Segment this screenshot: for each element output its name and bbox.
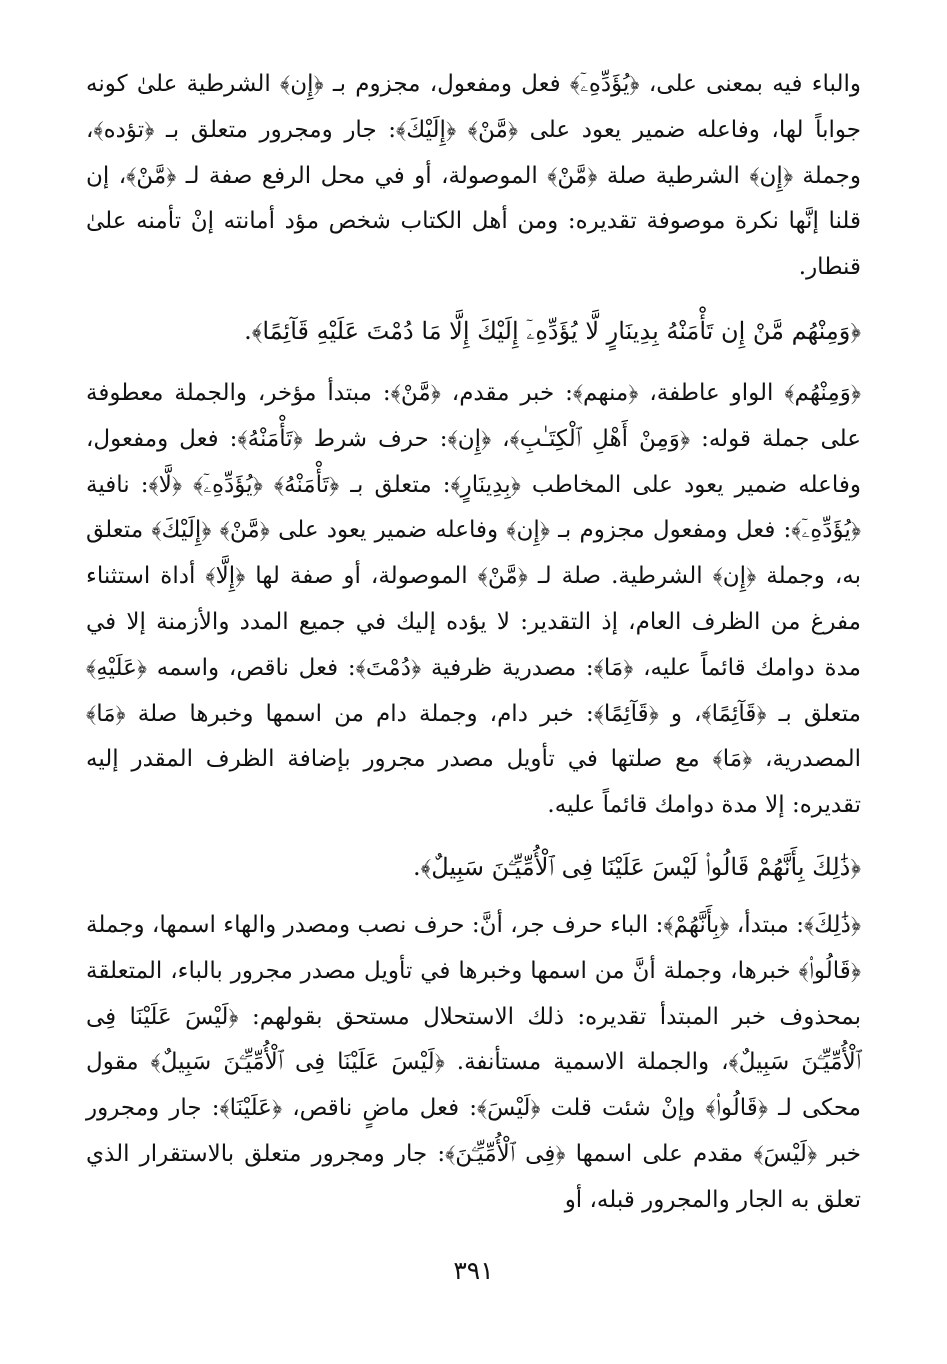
page-number: ٣٩١	[453, 1256, 494, 1285]
quran-verse-2: ﴿ذَٰلِكَ بِأَنَّهُمْ قَالُوا۟ لَيْسَ عَلَيْنَا فِى ٱلْأُمِّيِّـۧنَ سَبِيلٌ﴾.	[412, 852, 861, 881]
paragraph-2: ﴿وَمِنْهُم﴾ الواو عاطفة، ﴿منهم﴾: خبر مقدم، ﴿مَّنْ﴾: مبتدأ مؤخر، والجملة معطوفة على جملة قوله: ﴿وَمِنْ أَهْلِ ٱلْكِتَـٰبِ﴾، ﴿إِن﴾: حرف شرط ﴿تَأْمَنْهُ﴾: فعل ومفعول، وفاعله ضمير يعود على المخاطب ﴿بِدِينَارٍ﴾: متعلق بـ ﴿تَأْمَنْهُ﴾ ﴿يُؤَدِّهِۦٓ﴾ ﴿لَّا﴾: نافية ﴿يُؤَدِّهِۦٓ﴾: فعل ومفعول مجزوم بـ ﴿إِن﴾ وفاعله ضمير يعود على ﴿مَّنْ﴾ ﴿إِلَيْكَ﴾ متعلق به، وجملة ﴿إِن﴾ الشرطية. صلة لـ ﴿مَّنْ﴾ الموصولة، أو صفة لها ﴿إِلَّا﴾ أداة استثناء مفرغ من الظرف العام، إذ التقدير: لا يؤده إليك في جميع المدد والأزمنة إلا في مدة دوامك قائماً عليه، ﴿مَا﴾: مصدرية ظرفية ﴿دُمْتَ﴾: فعل ناقص، واسمه ﴿عَلَيْهِ﴾ متعلق بـ ﴿قَآئِمًا﴾، و ﴿قَآئِمًا﴾: خبر دام، وجملة دام من اسمها وخبرها صلة ﴿مَا﴾ المصدرية، ﴿مَا﴾ مع صلتها في تأويل مصدر مجرور بإضافة الظرف المقدر إليه تقديره: إلا مدة دوامك قائماً عليه.	[86, 379, 861, 819]
paragraph-3: ﴿ذَٰلِكَ﴾: مبتدأ، ﴿بِأَنَّهُمْ﴾: الباء حرف جر، أنَّ: حرف نصب ومصدر والهاء اسمها، وجملة ﴿قَالُوا۟﴾ خبرها، وجملة أنَّ من اسمها وخبرها في تأويل مصدر مجرور بالباء، المتعلقة بمحذوف خبر المبتدأ تقديره: ذلك الاستحلال مستحق بقولهم: ﴿لَيْسَ عَلَيْنَا فِى ٱلْأُمِّيِّـۧنَ سَبِيلٌ﴾، والجملة الاسمية مستأنفة. ﴿لَيْسَ عَلَيْنَا فِى ٱلْأُمِّيِّـۧنَ سَبِيلٌ﴾ مقول محكى لـ ﴿قَالُوا۟﴾ وإنْ شئت قلت ﴿لَيْسَ﴾: فعل ماضٍ ناقص، ﴿عَلَيْنَا﴾: جار ومجرور خبر ﴿لَيْسَ﴾ مقدم على اسمها ﴿فِى ٱلْأُمِّيِّـۧنَ﴾: جار ومجرور متعلق بالاستقرار الذي تعلق به الجار والمجرور قبله، أو	[86, 911, 861, 1213]
paragraph-1: والباء فيه بمعنى على، ﴿يُؤَدِّهِۦٓ﴾ فعل ومفعول، مجزوم بـ ﴿إِن﴾ الشرطية علىٰ كونه جواباً لها، وفاعله ضمير يعود على ﴿مَّنْ﴾ ﴿إِلَيْكَ﴾: جار ومجرور متعلق بـ ﴿تؤده﴾، وجملة ﴿إِن﴾ الشرطية صلة ﴿مَّنْ﴾ الموصولة، أو في محل الرفع صفة لـ ﴿مَّنْ﴾، إن قلنا إنَّها نكرة موصوفة تقديره: ومن أهل الكتاب شخص مؤد أمانته إنْ تأمنه علىٰ قنطار.	[86, 71, 861, 281]
quran-verse-1: ﴿وَمِنْهُم مَّنْ إِن تَأْمَنْهُ بِدِينَارٍ لَّا يُؤَدِّهِۦٓ إِلَيْكَ إِلَّا مَا دُمْتَ عَلَيْهِ قَآئِمًا﴾.	[244, 316, 861, 345]
